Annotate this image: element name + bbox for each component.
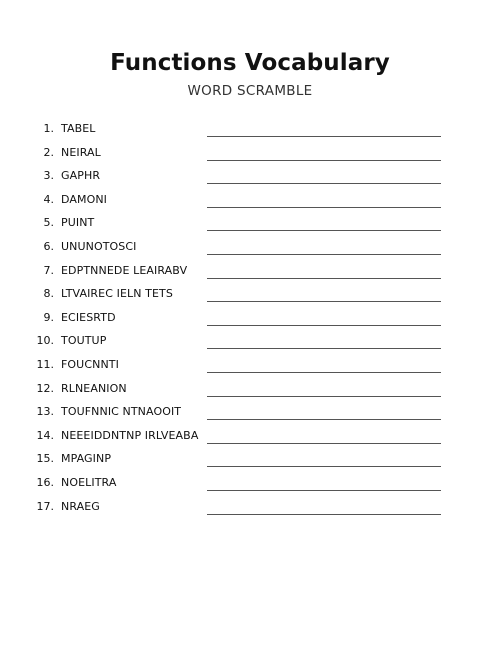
list-item <box>0 117 500 141</box>
scrambled-word: FOUCNNTI <box>61 357 119 371</box>
item-number: 2. <box>43 145 54 159</box>
list-item <box>0 400 500 424</box>
answer-line[interactable] <box>207 183 441 184</box>
scrambled-word: NEEEIDDNTNP IRLVEABA <box>61 428 199 442</box>
answer-line[interactable] <box>207 419 441 420</box>
answer-line[interactable] <box>207 136 441 137</box>
answer-line[interactable] <box>207 230 441 231</box>
scramble-list <box>0 117 500 518</box>
answer-line[interactable] <box>207 396 441 397</box>
item-number: 15. <box>36 452 54 466</box>
scrambled-word: LTVAIREC IELN TETS <box>61 287 173 301</box>
answer-line[interactable] <box>207 254 441 255</box>
list-item <box>0 353 500 377</box>
item-number: 6. <box>43 239 54 253</box>
answer-line[interactable] <box>207 490 441 491</box>
answer-line[interactable] <box>207 443 441 444</box>
answer-line[interactable] <box>207 325 441 326</box>
scrambled-word: TOUFNNIC NTNAOOIT <box>61 405 182 419</box>
worksheet-title: Functions Vocabulary <box>110 50 390 76</box>
item-number: 4. <box>43 192 54 206</box>
list-item <box>0 329 500 353</box>
list-item <box>0 377 500 401</box>
list-item <box>0 306 500 330</box>
scrambled-word: NOELITRA <box>61 475 117 489</box>
item-number: 14. <box>36 428 54 442</box>
list-item <box>0 471 500 495</box>
scrambled-word: TABEL <box>61 122 96 135</box>
scrambled-word: MPAGINP <box>61 452 112 466</box>
item-number: 17. <box>36 499 54 513</box>
list-item <box>0 447 500 471</box>
answer-line[interactable] <box>207 207 441 208</box>
list-item <box>0 235 500 259</box>
scrambled-word: GAPHR <box>61 169 101 183</box>
answer-line[interactable] <box>207 278 441 279</box>
item-number: 5. <box>43 216 54 230</box>
scrambled-word: TOUTUP <box>61 334 107 348</box>
scrambled-word: ECIESRTD <box>61 310 116 324</box>
list-item <box>0 211 500 235</box>
answer-line[interactable] <box>207 514 441 515</box>
list-item <box>0 495 500 519</box>
answer-line[interactable] <box>207 466 441 467</box>
scrambled-word: EDPTNNEDE LEAIRABV <box>61 263 188 277</box>
list-item <box>0 141 500 165</box>
scrambled-word: NEIRAL <box>61 145 101 159</box>
list-item <box>0 188 500 212</box>
list-item <box>0 424 500 448</box>
list-item <box>0 282 500 306</box>
item-number: 16. <box>36 475 54 489</box>
answer-line[interactable] <box>207 372 441 373</box>
answer-line[interactable] <box>207 301 441 302</box>
item-number: 12. <box>36 381 54 395</box>
item-number: 9. <box>43 310 54 324</box>
item-number: 3. <box>43 169 54 183</box>
item-number: 7. <box>43 263 54 277</box>
scrambled-word: PUINT <box>61 216 95 230</box>
answer-line[interactable] <box>207 348 441 349</box>
item-number: 13. <box>36 405 54 419</box>
item-number: 1. <box>43 122 54 135</box>
worksheet-subtitle: WORD SCRAMBLE <box>187 83 313 99</box>
scrambled-word: DAMONI <box>61 192 108 206</box>
scrambled-word: RLNEANION <box>61 381 127 395</box>
item-number: 8. <box>43 287 54 301</box>
list-item <box>0 259 500 283</box>
list-item <box>0 164 500 188</box>
answer-line[interactable] <box>207 160 441 161</box>
scrambled-word: NRAEG <box>61 499 100 513</box>
scrambled-word: UNUNOTOSCI <box>61 239 137 253</box>
item-number: 10. <box>36 334 54 348</box>
item-number: 11. <box>36 357 54 371</box>
